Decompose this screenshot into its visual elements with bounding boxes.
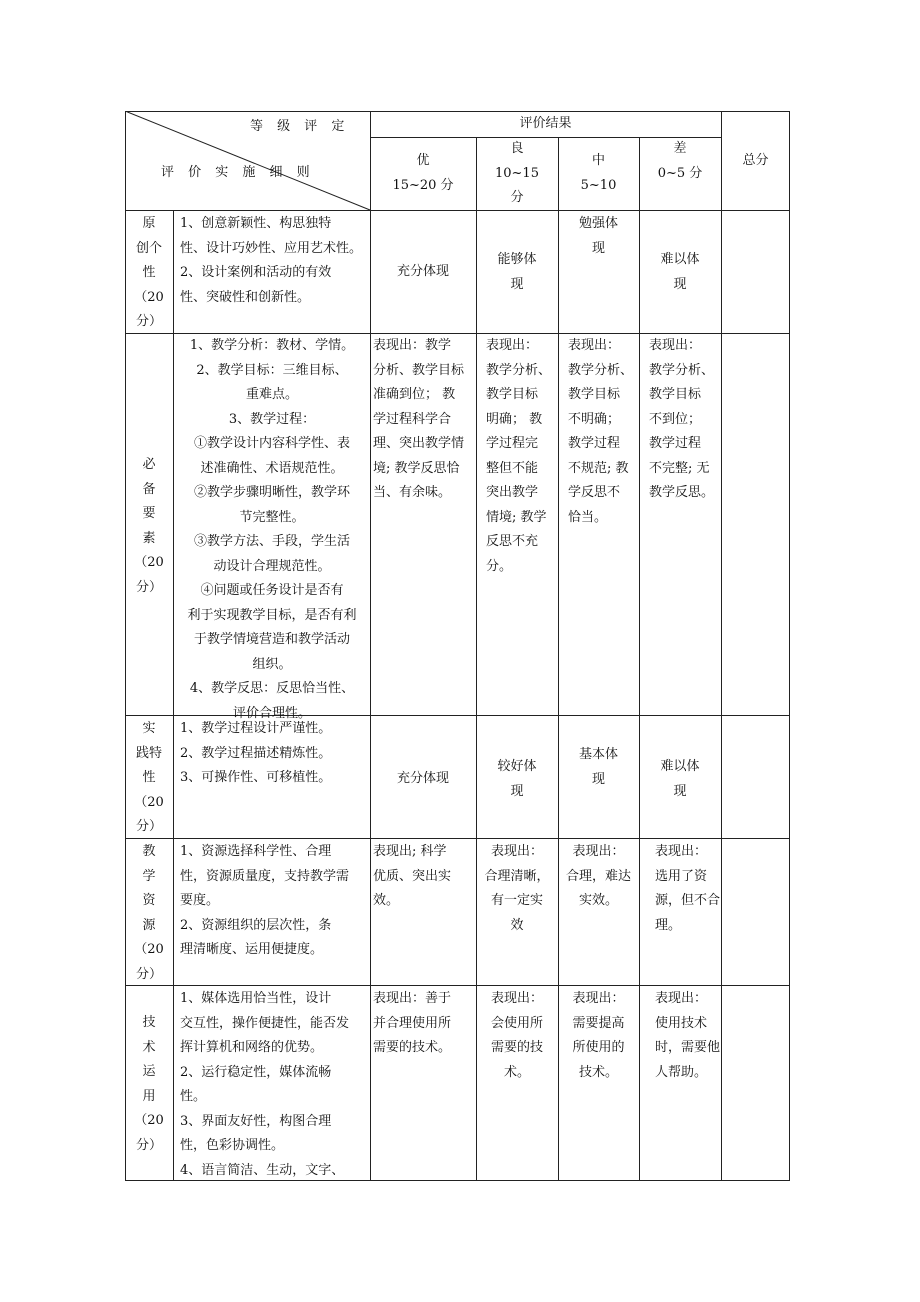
- grade-liang: 良 10~15 分: [495, 141, 539, 205]
- header-result: 评价结果: [519, 116, 572, 131]
- row-3-detail: 1、教学过程设计严谨性。 2、教学过程描述精炼性。 3、可操作性、可移植性。: [180, 721, 332, 785]
- row-5-category: 技 术 运 用 （20 分）: [134, 1015, 164, 1153]
- row-1-liang: 能够体 现: [497, 252, 537, 292]
- row-1-you: 充分体现: [396, 264, 449, 279]
- evaluation-table: [125, 111, 790, 1181]
- row-1-zhong: 勉强体 现: [578, 216, 618, 256]
- header-diag-top: 等 级 评 定: [250, 119, 350, 134]
- row-4-cha: 表现出： 选用了资 源，但不合 理。: [655, 844, 721, 933]
- header-total: 总分: [742, 153, 769, 168]
- row-3-cha: 难以体 现: [660, 759, 700, 799]
- row-5-detail: 1、媒体选用恰当性，设计 交互性，操作便捷性，能否发 挥计算机和网络的优势。 2、运行稳定性，媒体流畅 性。 3、界面友好性，构图合理 性，色彩协调性。 4、语言简洁、生动，文字、: [180, 991, 350, 1178]
- row-4-category: 教 学 资 源 （20 分）: [134, 844, 164, 982]
- row-1-cha: 难以体 现: [660, 252, 700, 292]
- row-4-zhong: 表现出： 合理，难达 实效。: [565, 844, 631, 908]
- row-1-category: 原 创个 性 （20 分）: [134, 216, 164, 329]
- row-2-liang: 表现出： 教学分析、 教学目标 明确； 教 学过程完 整但不能 突出教学 情境; 教学 反思不充 分。: [486, 338, 552, 574]
- row-3-you: 充分体现: [396, 771, 449, 786]
- row-5-you: 表现出：善于 并合理使用所 需要的技术。: [373, 991, 452, 1055]
- row-3-category: 实 践特 性 （20 分）: [134, 721, 164, 834]
- row-1-detail: 1、创意新颖性、构思独特 性、设计巧妙性、应用艺术性。 2、设计案例和活动的有效 性、突破性和创新性。: [180, 216, 363, 305]
- row-3-zhong: 基本体 现: [578, 747, 618, 787]
- row-4-detail: 1、资源选择科学性、合理 性，资源质量度，支持教学需 要度。 2、资源组织的层次性，条 理清晰度、运用便捷度。: [180, 844, 350, 957]
- grade-zhong: 中 5~10: [580, 153, 617, 193]
- row-2-detail: 1、教学分析：教材、学情。 2、教学目标：三维目标、 重难点。 3、教学过程： ①教学设计内容科学性、表 述准确性、术语规范性。 ②教学步骤明晰性，教学环 节完整性。 ③教学方法、手段，学生活 动设计合理规范性。 ④问题或任务设计是否有 利于实现教学目标，是否有利 于教学情境营造和教学活动 组织。 4、教学反思：反思恰当性、 评价合理性。: [187, 338, 357, 721]
- row-4-liang: 表现出： 合理清晰， 有一定实 效: [484, 844, 550, 933]
- row-3-liang: 较好体 现: [497, 759, 537, 799]
- row-2-you: 表现出：教学 分析、教学目标 准确到位； 教 学过程科学合 理、突出教学情 境; 教学反思恰 当、有余味。: [373, 338, 465, 500]
- grade-cha: 差 0~5 分: [657, 141, 703, 181]
- row-2-category: 必 备 要 素 （20 分）: [134, 457, 164, 595]
- grade-you: 优 15~20 分: [392, 153, 454, 193]
- header-diag-bottom: 评 价 实 施 细 则: [161, 165, 315, 180]
- row-2-zhong: 表现出： 教学分析、 教学目标 不明确； 教学过程 不规范; 教 学反思不 恰当。: [568, 338, 634, 525]
- row-4-you: 表现出; 科学 优质、突出实效。: [373, 844, 452, 908]
- row-5-zhong: 表现出： 需要提高 所使用的 技术。: [572, 991, 625, 1080]
- row-5-liang: 表现出： 会使用所 需要的技 术。: [490, 991, 543, 1080]
- row-5-cha: 表现出： 使用技术 时，需要他 人帮助。: [655, 991, 721, 1080]
- row-2-cha: 表现出： 教学分析、 教学目标 不到位； 教学过程 不完整; 无 教学反思。: [649, 338, 715, 500]
